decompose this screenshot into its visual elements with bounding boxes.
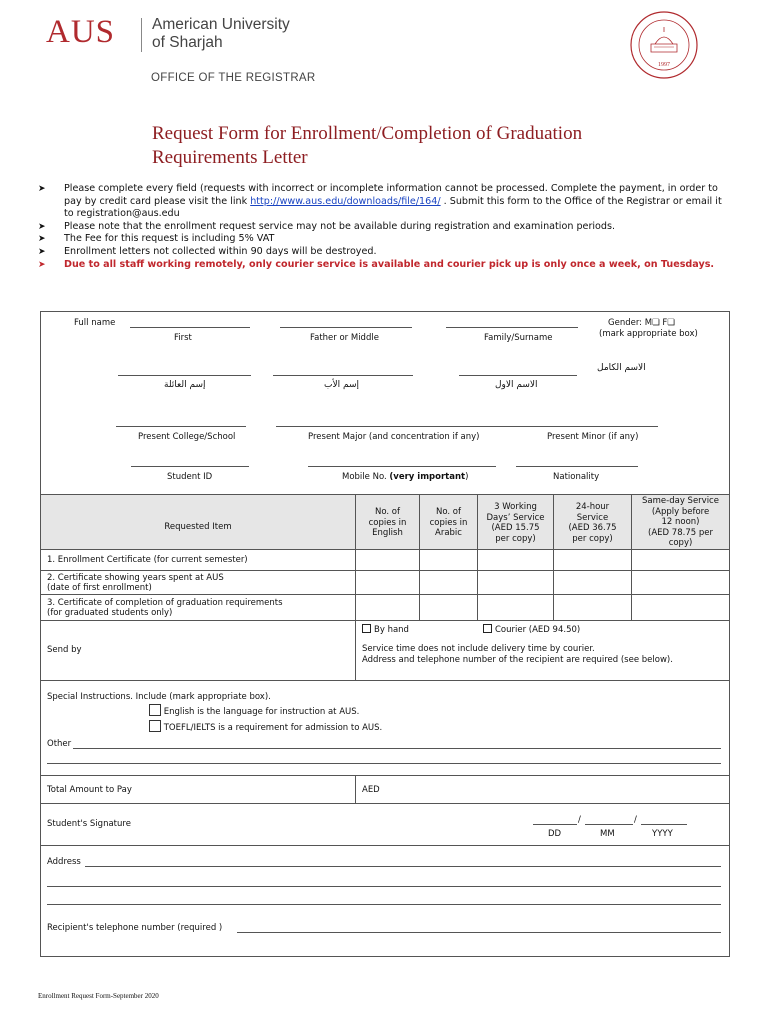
copies-english-header — [355, 494, 420, 550]
item-label: 1. Enrollment Certificate (for current semester) — [47, 555, 248, 565]
instruction-item-warning — [38, 259, 728, 272]
nationality-field[interactable] — [516, 466, 638, 467]
seal-year: 1997 — [658, 62, 670, 68]
same-day-input[interactable] — [631, 549, 730, 571]
payment-link[interactable]: http://www.aus.edu/downloads/file/164/ — [250, 195, 441, 207]
instruction-item — [38, 246, 728, 259]
full-name-label: Full name — [74, 318, 116, 328]
family-name-field[interactable] — [446, 327, 578, 328]
same-day-input[interactable] — [631, 594, 730, 621]
form-title — [152, 122, 582, 170]
other-field[interactable] — [73, 748, 721, 749]
yyyy-label: YYYY — [652, 829, 673, 839]
father-name-field[interactable] — [280, 327, 412, 328]
service-note: Address and telephone number of the recipient are required (see below). — [362, 655, 673, 665]
instruction-text: Please note that the enrollment request service may not be available during registration and examination periods. — [64, 220, 616, 232]
day-field[interactable] — [533, 824, 577, 825]
address-field-line3[interactable] — [47, 904, 721, 905]
item-sublabel: (for graduated students only) — [47, 608, 173, 618]
table-row — [40, 594, 356, 621]
header-line: (AED 15.75 — [491, 523, 540, 533]
first-name-field[interactable] — [130, 327, 250, 328]
major-label: Present Major (and concentration if any) — [308, 432, 480, 442]
qty-english-input[interactable] — [355, 594, 420, 621]
three-day-service-header — [477, 494, 554, 550]
student-id-field[interactable] — [131, 466, 249, 467]
arrow-bullet-icon: ➤ — [38, 184, 46, 194]
qty-english-input[interactable] — [355, 570, 420, 595]
three-day-input[interactable] — [477, 594, 554, 621]
title-line1: Request Form for Enrollment/Completion of Graduation — [152, 123, 583, 144]
checkbox-icon[interactable] — [362, 624, 371, 633]
requested-item-label: Requested Item — [164, 522, 232, 532]
university-line1: American University — [152, 16, 290, 33]
total-row — [40, 775, 356, 804]
mobile-text: Mobile No. — [342, 472, 390, 482]
courier-option[interactable] — [483, 624, 580, 635]
mobile-field[interactable] — [308, 466, 496, 467]
option-label: TOEFL/IELTS is a requirement for admission to AUS. — [163, 723, 383, 733]
year-field[interactable] — [641, 824, 687, 825]
item-label: 2. Certificate showing years spent at AUS — [47, 573, 224, 583]
qty-arabic-input[interactable] — [419, 570, 478, 595]
arabic-full-name-label: الاسم الكامل — [597, 363, 646, 373]
english-instruction-option[interactable] — [149, 704, 359, 719]
currency-label: AED — [362, 785, 380, 795]
header-line: copies in — [429, 517, 468, 528]
college-label: Present College/School — [138, 432, 236, 442]
minor-label: Present Minor (if any) — [547, 432, 639, 442]
minor-field[interactable] — [524, 426, 658, 427]
dd-label: DD — [548, 829, 562, 839]
header-line: per copy) — [495, 533, 536, 544]
special-instructions-label: Special Instructions. Include (mark appropriate box). — [47, 692, 271, 702]
special-instructions-section — [40, 680, 730, 776]
checkbox-icon[interactable] — [483, 624, 492, 633]
major-field[interactable] — [276, 426, 530, 427]
header-line: copies in — [368, 517, 407, 528]
header-line: English — [372, 528, 403, 538]
header-line: per copy) — [572, 533, 613, 544]
mobile-paren: ) — [465, 472, 469, 482]
24-hour-service-header — [553, 494, 632, 550]
father-label: Father or Middle — [310, 333, 379, 343]
send-by-label: Send by — [47, 645, 82, 655]
header-line: 3 Working — [494, 502, 537, 512]
header-line: (AED 36.75 — [568, 523, 617, 533]
instruction-item — [38, 221, 728, 234]
send-by-row — [40, 620, 356, 681]
signature-label: Student's Signature — [47, 819, 131, 829]
address-label: Address — [47, 857, 81, 867]
toefl-option[interactable] — [149, 720, 382, 735]
option-label: English is the language for instruction at AUS. — [163, 707, 360, 717]
logo-divider — [141, 18, 142, 52]
instruction-text: Due to all staff working remotely, only courier service is available and courier pick up is only once a week, on Tuesdays. — [64, 258, 715, 270]
qty-arabic-input[interactable] — [419, 594, 478, 621]
item-label: 3. Certificate of completion of graduation requirements — [47, 598, 283, 608]
instruction-text: Enrollment letters not collected within 90 days will be destroyed. — [64, 245, 377, 257]
total-amount-field[interactable] — [355, 775, 730, 804]
mm-label: MM — [600, 829, 615, 839]
arabic-father-label: إسم الأب — [324, 380, 359, 390]
address-field[interactable] — [85, 866, 721, 867]
university-seal-icon — [629, 10, 699, 80]
signature-row — [40, 803, 730, 846]
instruction-text: The Fee for this request is including 5% VAT — [64, 233, 275, 245]
arrow-bullet-icon: ➤ — [38, 259, 46, 270]
header-line: No. of — [374, 507, 400, 517]
college-field[interactable] — [116, 426, 246, 427]
family-label: Family/Surname — [484, 333, 553, 343]
three-day-input[interactable] — [477, 549, 554, 571]
header-line: Same-day Service — [642, 496, 719, 506]
university-line2: of Sharjah — [152, 34, 223, 51]
arabic-first-label: الاسم الاول — [495, 380, 538, 390]
instruction-item — [38, 183, 728, 221]
recipient-phone-field[interactable] — [237, 932, 721, 933]
same-day-service-header — [631, 494, 730, 550]
header-line: 12 noon) — [661, 517, 700, 527]
header-line: Arabic — [435, 528, 462, 538]
arrow-bullet-icon: ➤ — [38, 246, 46, 257]
header-line: Days’ Service — [486, 512, 545, 523]
mobile-label — [342, 472, 468, 482]
instruction-text-tail: . Submit this form to the Office of the Registrar or email it to registration@aus.edu — [64, 195, 722, 220]
checkbox-icon[interactable] — [149, 704, 161, 716]
gender-label[interactable]: Gender: M❏ F❏ — [608, 318, 675, 328]
checkbox-icon[interactable] — [149, 720, 161, 732]
address-field-line2[interactable] — [47, 886, 721, 887]
first-label: First — [174, 333, 192, 343]
copies-arabic-header — [419, 494, 478, 550]
instruction-item — [38, 233, 728, 246]
date-separator: / — [634, 815, 637, 825]
nationality-label: Nationality — [553, 472, 600, 482]
header-line: No. of — [435, 507, 461, 517]
arabic-family-field[interactable] — [118, 375, 251, 376]
table-row — [40, 549, 356, 571]
qty-english-input[interactable] — [355, 549, 420, 571]
student-id-label: Student ID — [167, 472, 213, 482]
24-hour-input[interactable] — [553, 594, 632, 621]
service-note: Service time does not include delivery time by courier. — [362, 644, 595, 654]
header-line: copy) — [668, 538, 693, 548]
requested-item-header — [40, 494, 356, 550]
header-line: Service — [576, 512, 609, 523]
office-title: OFFICE OF THE REGISTRAR — [151, 72, 316, 84]
instructions-list — [38, 183, 728, 271]
date-separator: / — [578, 815, 581, 825]
other-label: Other — [47, 739, 72, 749]
university-name — [152, 16, 290, 52]
send-by-options — [355, 620, 730, 681]
arabic-family-label: إسم العائلة — [164, 380, 206, 390]
address-section — [40, 845, 730, 957]
arabic-father-field[interactable] — [273, 375, 413, 376]
24-hour-input[interactable] — [553, 570, 632, 595]
month-field[interactable] — [585, 824, 633, 825]
header-line: (Apply before — [651, 506, 710, 517]
arrow-bullet-icon: ➤ — [38, 234, 46, 245]
by-hand-option[interactable] — [362, 624, 409, 635]
other-field-line2[interactable] — [47, 763, 721, 764]
three-day-input[interactable] — [477, 570, 554, 595]
header-line: 24-hour — [575, 502, 610, 512]
header-line: (AED 78.75 per — [648, 527, 713, 538]
same-day-input[interactable] — [631, 570, 730, 595]
form-footer: Enrollment Request Form-September 2020 — [38, 992, 159, 1000]
title-line2: Requirements Letter — [152, 147, 308, 168]
24-hour-input[interactable] — [553, 549, 632, 571]
aus-logo: AUS — [46, 14, 116, 50]
arabic-first-field[interactable] — [459, 375, 577, 376]
arrow-bullet-icon: ➤ — [38, 221, 46, 232]
courier-label: Courier (AED 94.50) — [495, 625, 581, 635]
mobile-important: (very important — [389, 472, 466, 482]
table-row — [40, 570, 356, 595]
gender-note: (mark appropriate box) — [599, 329, 698, 339]
qty-arabic-input[interactable] — [419, 549, 478, 571]
item-sublabel: (date of first enrollment) — [47, 583, 152, 593]
total-label: Total Amount to Pay — [47, 785, 132, 795]
by-hand-label: By hand — [374, 625, 409, 635]
recipient-phone-label: Recipient's telephone number (required ) — [47, 923, 223, 933]
instruction-text: Please complete every field (requests with incorrect or incomplete information cannot be processed. Complete the payment, in order to pay by credit card please visit the link — [64, 183, 718, 207]
